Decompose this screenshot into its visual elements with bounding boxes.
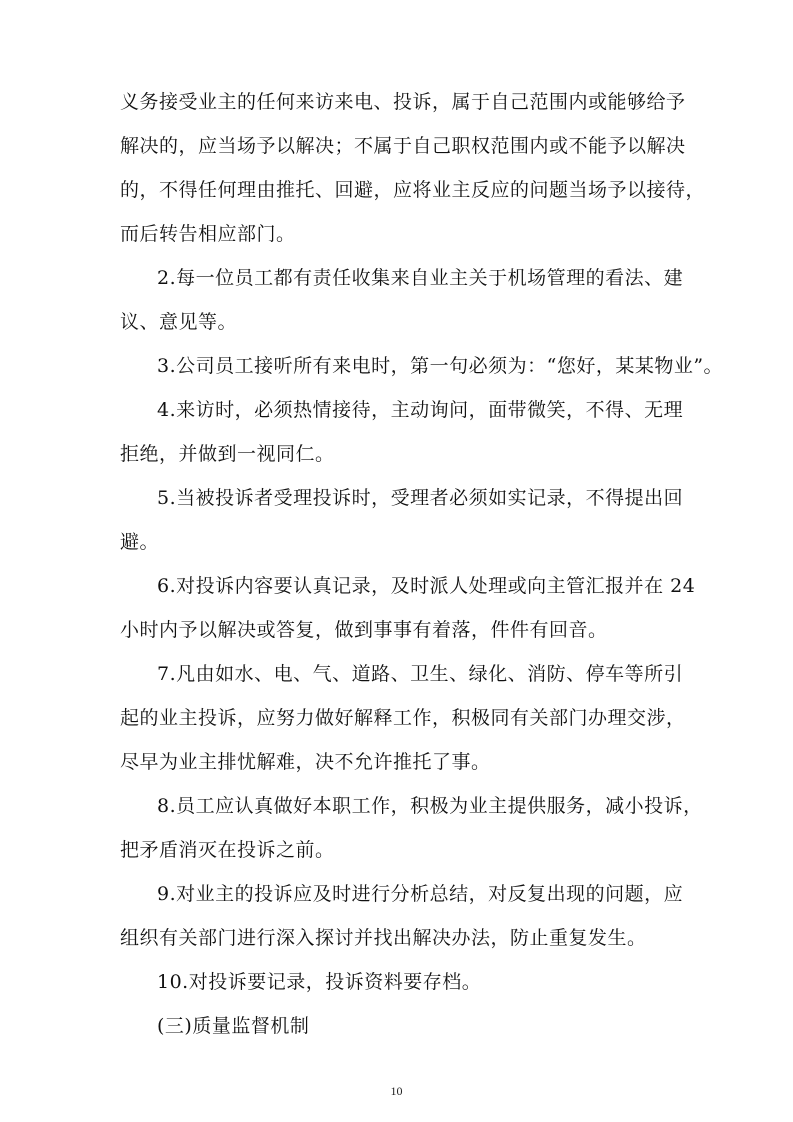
- page-number: 10: [390, 1084, 403, 1098]
- text-line-15: 起的业主投诉，应努力做好解释工作，积极同有关部门办理交涉，: [120, 707, 686, 729]
- text-line-1: 义务接受业主的任何来访来电、投诉，属于自己范围内或能够给予: [120, 91, 686, 113]
- text-line-4: 而后转告相应部门。: [120, 223, 296, 245]
- text-line-16: 尽早为业主排忧解难，决不允许推托了事。: [120, 751, 491, 773]
- text-line-7: 3.公司员工接听所有来电时，第一句必须为：“您好，某某物业”。: [157, 355, 724, 377]
- text-line-21: 10.对投诉要记录，投诉资料要存档。: [157, 971, 482, 993]
- text-line-11: 避。: [120, 531, 160, 553]
- text-line-5: 2.每一位员工都有责任收集来自业主关于机场管理的看法、建: [157, 267, 684, 289]
- text-line-18: 把矛盾消灭在投诉之前。: [120, 839, 335, 861]
- text-line-17: 8.员工应认真做好本职工作，积极为业主提供服务，减小投诉，: [157, 795, 703, 817]
- text-line-14: 7.凡由如水、电、气、道路、卫生、绿化、消防、停车等所引: [157, 663, 684, 685]
- text-line-3: 的，不得任何理由推托、回避，应将业主反应的问题当场予以接待，: [120, 179, 706, 201]
- text-line-13: 小时内予以解决或答复，做到事事有着落，件件有回音。: [120, 619, 608, 641]
- section-heading: (三)质量监督机制: [157, 1015, 310, 1037]
- text-line-10: 5.当被投诉者受理投诉时，受理者必须如实记录，不得提出回: [157, 487, 684, 509]
- text-line-20: 组织有关部门进行深入探讨并找出解决办法，防止重复发生。: [120, 927, 647, 949]
- text-line-9: 拒绝，并做到一视同仁。: [120, 443, 335, 465]
- text-line-19: 9.对业主的投诉应及时进行分析总结，对反复出现的问题，应: [157, 883, 684, 905]
- text-line-12: 6.对投诉内容要认真记录，及时派人处理或向主管汇报并在 24: [157, 575, 696, 597]
- text-line-6: 议、意见等。: [120, 311, 238, 333]
- text-line-8: 4.来访时，必须热情接待，主动询问，面带微笑，不得、无理: [157, 399, 684, 421]
- text-line-2: 解决的，应当场予以解决；不属于自己职权范围内或不能予以解决: [120, 135, 686, 157]
